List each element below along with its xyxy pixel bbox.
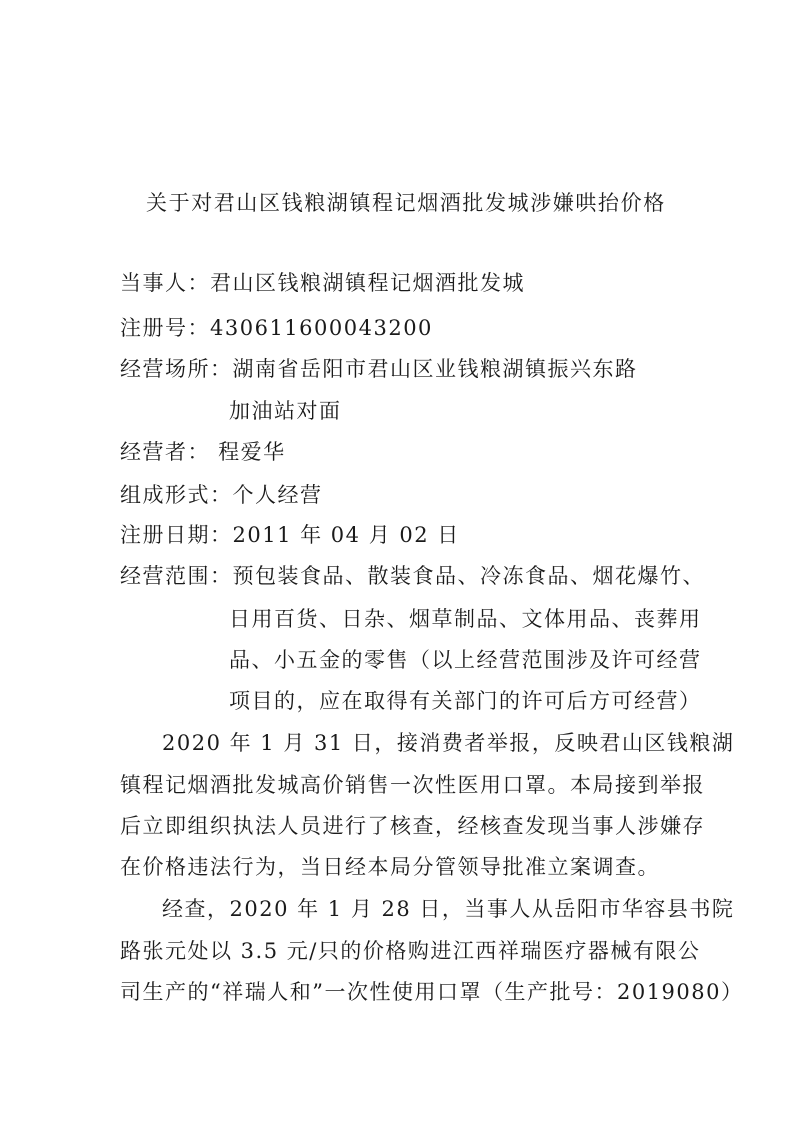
business-address-continuation: 加油站对面: [229, 399, 342, 423]
paragraph-2-line-2: 路张元处以 3.5 元/只的价格购进江西祥瑞医疗器械有限公: [120, 939, 701, 963]
operator-field: 经营者： 程爱华: [120, 440, 286, 464]
business-address-field: 经营场所：湖南省岳阳市君山区业钱粮湖镇振兴东路: [120, 357, 638, 381]
business-scope-line-4: 项目的，应在取得有关部门的许可后方可经营）: [229, 689, 702, 713]
paragraph-1-line-3: 后立即组织执法人员进行了核查，经核查发现当事人涉嫌存: [120, 814, 705, 838]
document-number: [0, 108, 793, 138]
paragraph-1-line-1: 2020 年 1 月 31 日，接消费者举报，反映君山区钱粮湖: [162, 731, 735, 755]
organization-form-field: 组成形式：个人经营: [120, 483, 323, 507]
business-scope-line-2: 日用百货、日杂、烟草制品、文体用品、丧葬用: [229, 607, 702, 631]
party-field: 当事人：君山区钱粮湖镇程记烟酒批发城: [120, 271, 525, 295]
registration-date-field: 注册日期：2011 年 04 月 02 日: [120, 523, 460, 547]
registration-number-field: 注册号：430611600043200: [120, 316, 433, 340]
paragraph-2-line-3: 司生产的“祥瑞人和”一次性使用口罩（生产批号：2019080）: [120, 980, 744, 1004]
paragraph-1-line-4: 在价格违法行为，当日经本局分管领导批准立案调查。: [120, 855, 660, 879]
paragraph-2-line-1: 经查，2020 年 1 月 28 日，当事人从岳阳市华容县书院: [162, 897, 735, 921]
business-scope-field: 经营范围：预包装食品、散装食品、冷冻食品、烟花爆竹、: [120, 564, 705, 588]
business-scope-line-3: 品、小五金的零售（以上经营范围涉及许可经营: [229, 648, 702, 672]
document-title-line-1: 关于对君山区钱粮湖镇程记烟酒批发城涉嫌哄抬价格: [146, 191, 666, 215]
paragraph-1-line-2: 镇程记烟酒批发城高价销售一次性医用口罩。本局接到举报: [120, 773, 705, 797]
document-title-line-2: [0, 228, 793, 258]
